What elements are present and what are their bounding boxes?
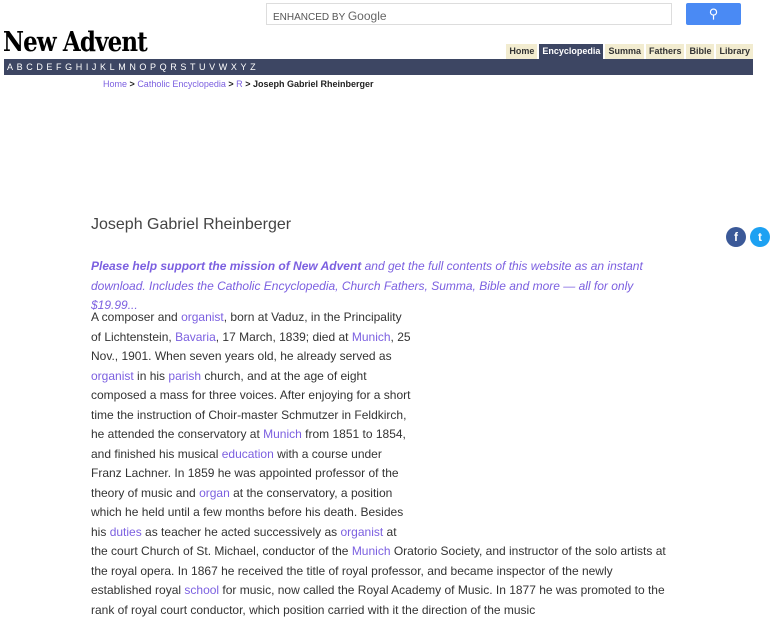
breadcrumb-home[interactable]: Home — [103, 79, 128, 89]
article-link[interactable]: Munich — [351, 544, 391, 558]
article-text: , 25 Nov., 1901. When seven years old, he already served as — [91, 329, 411, 363]
letter-z[interactable]: Z — [250, 62, 256, 72]
ad-space — [411, 308, 666, 523]
article-text: Oratorio Society, and instructor of the solo artists at the royal opera. In 1867 he received the title of royal professor, and became inspector of the newly established royal — [91, 544, 666, 597]
alphabet-nav — [4, 59, 753, 75]
letter-j[interactable]: J — [91, 62, 97, 72]
nav-summa[interactable]: Summa — [605, 44, 644, 59]
article-link[interactable]: school — [184, 583, 220, 597]
letter-u[interactable]: U — [199, 62, 206, 72]
logo[interactable]: New Advent — [3, 27, 147, 58]
letter-d[interactable]: D — [36, 62, 43, 72]
letter-m[interactable]: M — [118, 62, 126, 72]
letter-b[interactable]: B — [16, 62, 23, 72]
article-link[interactable]: Bavaria — [175, 329, 216, 344]
nav-encyclopedia[interactable]: Encyclopedia — [539, 44, 603, 59]
letter-e[interactable]: E — [46, 62, 53, 72]
facebook-icon[interactable]: f — [726, 227, 746, 247]
article-text: at the court Church of St. Michael, conductor of the — [91, 524, 397, 558]
letter-v[interactable]: V — [209, 62, 216, 72]
letter-n[interactable]: N — [129, 62, 136, 72]
top-nav — [504, 44, 753, 59]
letter-w[interactable]: W — [218, 62, 228, 72]
breadcrumb-letter[interactable]: R — [236, 79, 243, 89]
breadcrumb: Home > Catholic Encyclopedia > R > Joseph Gabriel Rheinberger — [103, 79, 374, 89]
letter-o[interactable]: O — [139, 62, 147, 72]
article-text: from 1851 to 1854, and finished his musical — [91, 427, 406, 461]
article-text: church, and at the age of eight composed a mass for three voices. After enjoying for a short time the instruction of Choir-master Schmutzer in Feldkirch, he attended the conservatory at — [91, 368, 411, 441]
breadcrumb-current: Joseph Gabriel Rheinberger — [252, 79, 374, 89]
letter-x[interactable]: X — [230, 62, 237, 72]
twitter-icon[interactable]: t — [750, 227, 770, 247]
letter-i[interactable]: I — [85, 62, 89, 72]
article-link[interactable]: Munich — [263, 427, 302, 441]
share-buttons — [726, 227, 770, 247]
article-text: , born at Vaduz, in the Principality of Lichtenstein, — [91, 310, 402, 344]
breadcrumb-encyclopedia[interactable]: Catholic Encyclopedia — [137, 79, 226, 89]
letter-l[interactable]: L — [109, 62, 115, 72]
letter-t[interactable]: T — [189, 62, 196, 72]
letter-y[interactable]: Y — [240, 62, 247, 72]
letter-s[interactable]: S — [180, 62, 187, 72]
page-title: Joseph Gabriel Rheinberger — [91, 216, 292, 233]
promo-link[interactable]: Please help support the mission of New Advent and get the full contents of this website as an instant download. Includes the Catholic Encyclopedia, Church Fathers, Summa, Bible and more — all for only $19.99... — [91, 259, 643, 312]
article-text: with a course under Franz Lachner. In 1859 he was appointed professor of the theory of music and — [91, 446, 399, 500]
article-link[interactable]: parish — [168, 368, 202, 383]
article-text: as teacher he acted successively as — [141, 524, 341, 539]
article-text: in his — [133, 368, 169, 383]
article-text: at the conservatory, a position which he held until a few months before his death. Besides his — [91, 485, 404, 539]
letter-f[interactable]: F — [56, 62, 62, 72]
article-text: for music, now called the Royal Academy of Music. In 1877 he was promoted to the rank of royal court conductor, which position carried with it the direction of the music — [91, 583, 665, 617]
letter-p[interactable]: P — [150, 62, 157, 72]
letter-h[interactable]: H — [75, 62, 83, 72]
search-icon: ⚲ — [708, 6, 719, 21]
letter-q[interactable]: Q — [159, 62, 167, 72]
search-input[interactable]: ENHANCED BY Google — [266, 3, 672, 25]
article-body — [91, 308, 666, 620]
nav-home[interactable]: Home — [506, 44, 537, 59]
nav-fathers[interactable]: Fathers — [646, 44, 685, 59]
article-link[interactable]: organist — [181, 310, 224, 324]
letter-k[interactable]: K — [100, 62, 107, 72]
letter-c[interactable]: C — [26, 62, 33, 72]
article-text: A composer and — [91, 310, 182, 324]
letter-r[interactable]: R — [170, 62, 177, 72]
nav-library[interactable]: Library — [716, 44, 753, 59]
article-text: , 17 March, 1839; died at — [215, 329, 352, 344]
article-link[interactable]: duties — [109, 524, 142, 539]
article-link[interactable]: Munich — [351, 329, 391, 344]
article-link[interactable]: organist — [91, 368, 134, 383]
letter-a[interactable]: A — [7, 62, 14, 72]
article-link[interactable]: education — [221, 446, 274, 461]
nav-bible[interactable]: Bible — [686, 44, 714, 59]
search-button[interactable] — [686, 3, 741, 25]
article-link[interactable]: organist — [340, 524, 384, 539]
article-link[interactable]: organ — [199, 485, 230, 500]
letter-g[interactable]: G — [65, 62, 73, 72]
